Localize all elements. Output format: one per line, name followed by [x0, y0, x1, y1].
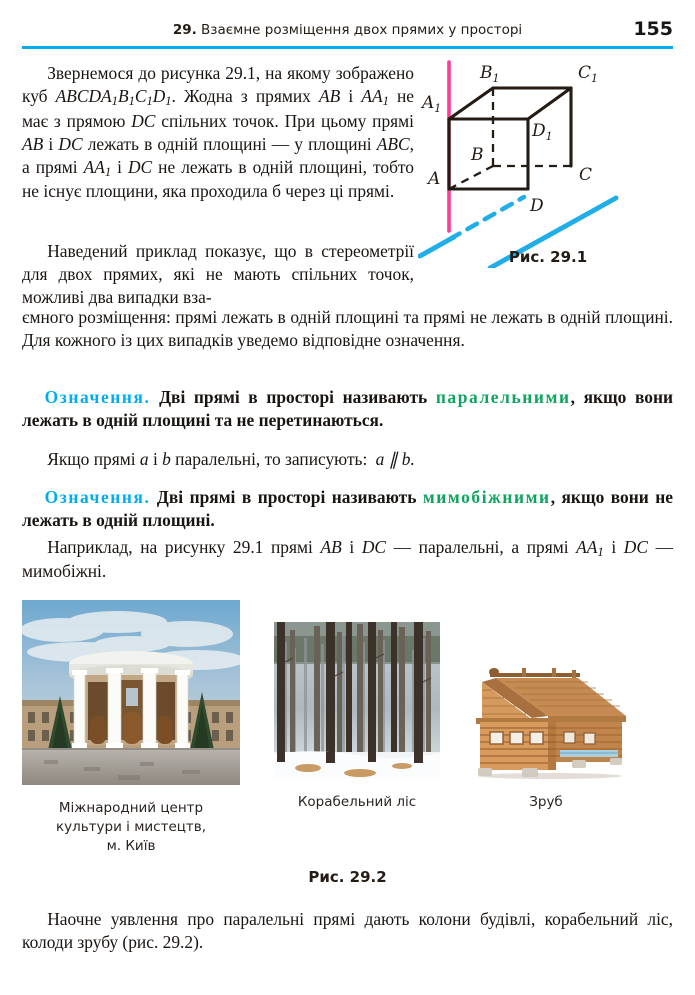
- text-run: і: [341, 537, 362, 557]
- definition-label: Означення.: [44, 487, 151, 507]
- math-line-ab: AB: [320, 537, 342, 557]
- cube-edge-c1-d1: [528, 88, 571, 119]
- photo-caption-forest: [274, 793, 440, 812]
- definition-skew: [22, 486, 673, 532]
- math-sub: 1: [146, 93, 153, 108]
- definition-key-term: мимобіжними: [422, 487, 551, 507]
- text-run: і: [43, 133, 59, 154]
- math-line-aa1: AA: [83, 156, 105, 177]
- vertex-label-D1: $D_1$: [532, 121, 553, 143]
- text-run: і: [603, 537, 624, 557]
- math-line-dc: DC: [623, 537, 648, 557]
- text-run: лежать в одній площині — у площині: [82, 133, 377, 154]
- math-cube-label-d: D: [152, 86, 166, 107]
- paragraph-example-wide: ємного розміщення: прямі лежать в одній площині та прямі не лежать в одній площині. Для кожного із цих випадків уведемо відповідне означення.: [22, 307, 673, 351]
- math-cube-label-b: B: [117, 86, 129, 107]
- math-sub: 1: [165, 93, 172, 108]
- math-cube-label-c: C: [134, 86, 147, 107]
- definition-text-before: Дві прямі в просторі називають: [150, 487, 423, 507]
- math-sub: 1: [104, 164, 112, 179]
- caption-line: Міжнародний центр: [58, 800, 204, 816]
- math-line-a: a: [139, 449, 149, 469]
- text-run: Якщо прямі: [47, 449, 140, 469]
- vertex-label-A: A: [428, 169, 441, 189]
- running-head-title: Взаємне розміщення двох прямих у просторі: [201, 22, 523, 38]
- caption-line: Корабельний ліс: [297, 794, 417, 810]
- text-run: не лежать в одній площині, тобто не існує площини, яка проходила б через ці прямі.: [22, 156, 414, 202]
- math-line-b: b: [162, 449, 171, 469]
- definition-text-after: , якщо вони не лежать в одній площині.: [22, 487, 673, 531]
- photo-caption-building: [22, 799, 240, 856]
- math-sub: 1: [382, 93, 389, 108]
- definition-label: Означення.: [44, 387, 151, 407]
- photo-forest: [274, 622, 440, 784]
- text-run: Наприклад, на рисунку 29.1 прямі: [47, 537, 321, 557]
- page-header: [0, 0, 695, 46]
- math-line-ab: AB: [319, 86, 341, 107]
- paragraph-intro: [22, 62, 414, 203]
- math-cube-label: ABCDA: [55, 86, 112, 107]
- header-rule: [22, 46, 673, 49]
- math-line-ab: AB: [22, 133, 44, 154]
- paragraph-example-narrow: Наведений приклад показує, що в стереометрії для двох прямих, які не мають спільних точок, можливі два випадки вза-: [22, 241, 414, 308]
- text-run: спільних точок. При цьому прямі: [155, 110, 414, 131]
- photo-column-forest: [274, 622, 440, 812]
- text-run: і: [111, 156, 128, 177]
- math-line-dc: DC: [127, 156, 153, 177]
- vertex-label-A1: $A_1$: [422, 93, 442, 115]
- text-run: Звернемося до рисунка 29.1, на якому зображено куб: [22, 63, 414, 107]
- text-run: і: [340, 86, 362, 107]
- definition-text-before: Дві прямі в просторі називають: [150, 387, 436, 407]
- figure-29-1-caption: Рис. 29.1: [508, 248, 588, 266]
- vertex-label-D: D: [530, 196, 544, 216]
- math-parallel-notation: a ∥ b.: [375, 449, 415, 469]
- math-sub: 1: [128, 93, 135, 108]
- figure-29-2-caption: Рис. 29.2: [308, 868, 387, 886]
- paragraph-closing: Наочне уявлення про паралельні прямі дають колони будівлі, корабельний ліс, колоди зрубу (рис. 29.2).: [22, 909, 673, 953]
- math-line-dc: DC: [361, 537, 386, 557]
- figure-29-2-photo-strip: [22, 600, 673, 862]
- photo-column-cabin: [460, 648, 632, 812]
- text-run: і: [148, 449, 163, 469]
- page-number: 155: [633, 18, 673, 40]
- photo-caption-cabin: [460, 793, 632, 812]
- vertex-label-B1: $B_1$: [480, 63, 500, 85]
- definition-parallel: [22, 386, 673, 432]
- text-run: , а прямі: [22, 133, 415, 177]
- line-dc-blue-dashed: [450, 197, 524, 239]
- vertex-label-C1: $C_1$: [578, 63, 599, 85]
- math-line-dc: DC: [58, 133, 83, 154]
- photo-column-building: [22, 600, 240, 856]
- caption-line: Зруб: [529, 794, 563, 810]
- math-line-aa1: AA: [576, 537, 598, 557]
- text-run: — паралельні, а прямі: [385, 537, 577, 557]
- vertex-label-C: C: [579, 165, 593, 185]
- vertex-label-B: B: [471, 145, 484, 165]
- math-line-dc: DC: [131, 110, 156, 131]
- text-run: — мимобіжні.: [22, 537, 673, 582]
- math-sub: 1: [597, 544, 604, 559]
- text-run: . Жодна з прямих: [171, 86, 319, 107]
- math-plane-abc: ABC: [376, 133, 410, 154]
- caption-line: м. Київ: [106, 838, 156, 855]
- definition-key-term: паралельними: [435, 387, 571, 407]
- paragraph-instance: [22, 536, 673, 584]
- caption-line: культури і мистецтв,: [55, 819, 207, 836]
- figure-29-1-cube-diagram: [418, 56, 678, 268]
- cube-edge-a1-b1: [449, 88, 493, 119]
- text-run: не має з прямою: [22, 86, 414, 131]
- paragraph-notation: [22, 448, 673, 471]
- math-sub: 1: [111, 93, 118, 108]
- text-run: паралельні, то записують:: [170, 449, 372, 469]
- running-head-number: 29.: [172, 22, 197, 38]
- definition-text-after: , якщо вони лежать в одній площині та не перетинаються.: [22, 387, 674, 431]
- math-line-aa1: AA: [361, 86, 383, 107]
- photo-building: [22, 600, 240, 790]
- running-head: [22, 22, 673, 38]
- cube-edge-a-b-hidden: [449, 166, 493, 189]
- photo-log-cabin: [460, 648, 632, 784]
